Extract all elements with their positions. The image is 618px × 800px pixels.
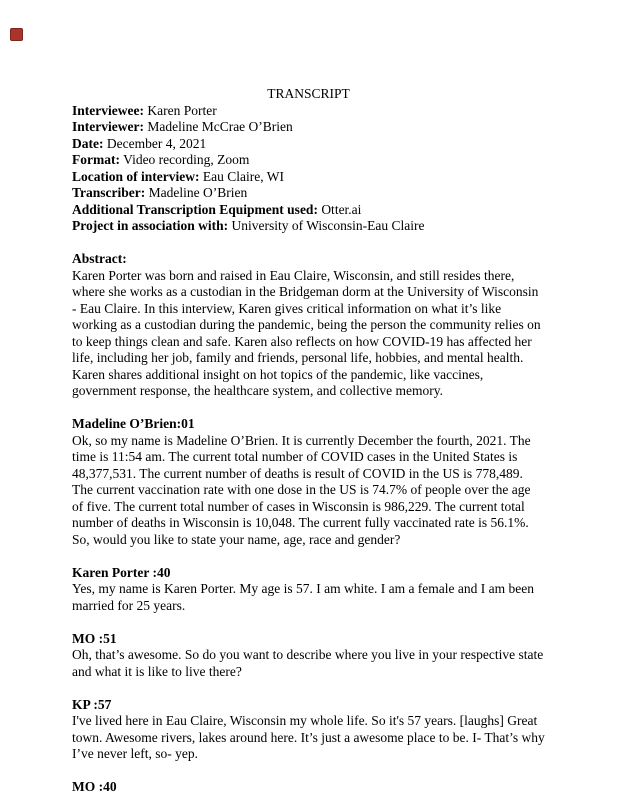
meta-label: Interviewee: <box>72 102 144 118</box>
abstract-body: Karen Porter was born and raised in Eau Claire, Wisconsin, and still resides there, where she works as a custodian in the Bridgeman dorm at the University of Wisconsin - Eau Claire. In this interview, Karen gives critical information on what it’s like working as a custodian during the pandemic, being the person the community relies on to keep things clean and safe. Karen also reflects on how COVID-19 has affected her life, including her job, family and friends, personal life, hobbies, and mental health. Karen shares additional insight on hot topics of the pandemic, like vaccines, government response, the healthcare system, and collective memory. <box>72 267 541 398</box>
meta-value: Madeline McCrae O’Brien <box>147 119 293 134</box>
speaker-heading: KP :57 <box>72 696 112 712</box>
meta-label: Interviewer: <box>72 119 144 134</box>
speaker-text: Oh, that’s awesome. So do you want to describe where you live in your respective state and what it is like to live there? <box>72 647 544 679</box>
dialogue-turn <box>72 631 545 681</box>
speaker-heading: MO :51 <box>72 630 117 646</box>
dialogue-turn <box>72 697 545 763</box>
meta-label: Additional Transcription Equipment used: <box>72 201 318 217</box>
dialogue-turn <box>72 416 545 548</box>
meta-value: Video recording, Zoom <box>123 152 250 167</box>
meta-interviewee <box>72 103 545 120</box>
meta-value: University of Wisconsin-Eau Claire <box>231 218 425 233</box>
speaker-heading: Karen Porter :40 <box>72 564 171 580</box>
meta-value: Eau Claire, WI <box>202 168 284 184</box>
meta-value: Otter.ai <box>321 201 362 217</box>
meta-label: Project in association with: <box>72 218 229 233</box>
broken-image-icon <box>10 28 23 41</box>
meta-transcriber <box>72 185 545 202</box>
meta-value: Karen Porter <box>147 102 217 118</box>
speaker-heading: MO :40 <box>72 779 117 794</box>
dialogue-turn <box>72 565 545 615</box>
meta-project <box>72 218 545 235</box>
meta-label: Format: <box>72 152 120 167</box>
document-title: TRANSCRIPT <box>267 86 350 101</box>
meta-label: Date: <box>72 135 104 151</box>
abstract-heading: Abstract: <box>72 251 127 266</box>
interview-metadata <box>72 103 545 235</box>
abstract-section <box>72 251 545 400</box>
meta-equipment <box>72 202 545 219</box>
meta-interviewer <box>72 119 545 136</box>
speaker-heading: Madeline O’Brien:01 <box>72 416 195 431</box>
meta-label: Location of interview: <box>72 168 200 184</box>
meta-value: December 4, 2021 <box>106 135 207 151</box>
meta-value: Madeline O’Brien <box>148 185 248 200</box>
dialogue-turn <box>72 779 545 796</box>
meta-label: Transcriber: <box>72 185 146 200</box>
speaker-text: Ok, so my name is Madeline O’Brien. It is currently December the fourth, 2021. The time is 11:54 am. The current total number of COVID cases in the United States is 48,377,531. The current number of deaths is result of COVID in the US is 778,489. The current vaccination rate with one dose in the US is 74.7% of people over the age of five. The current total number of cases in Wisconsin is 986,229. The current total number of deaths in Wisconsin is 10,048. The current fully vaccinated rate is 56.1%. So, would you like to state your name, age, race and gender? <box>72 432 531 547</box>
meta-date <box>72 136 545 153</box>
speaker-text: I've lived here in Eau Claire, Wisconsin my whole life. So it's 57 years. [laughs] Great town. Awesome rivers, lakes around here. It’s just a awesome place to be. I- That’s why I’ve never left, so- yep. <box>72 713 545 761</box>
meta-location <box>72 169 545 186</box>
meta-format <box>72 152 545 169</box>
speaker-text: Yes, my name is Karen Porter. My age is 57. I am white. I am a female and I am been married for 25 years. <box>72 581 534 613</box>
